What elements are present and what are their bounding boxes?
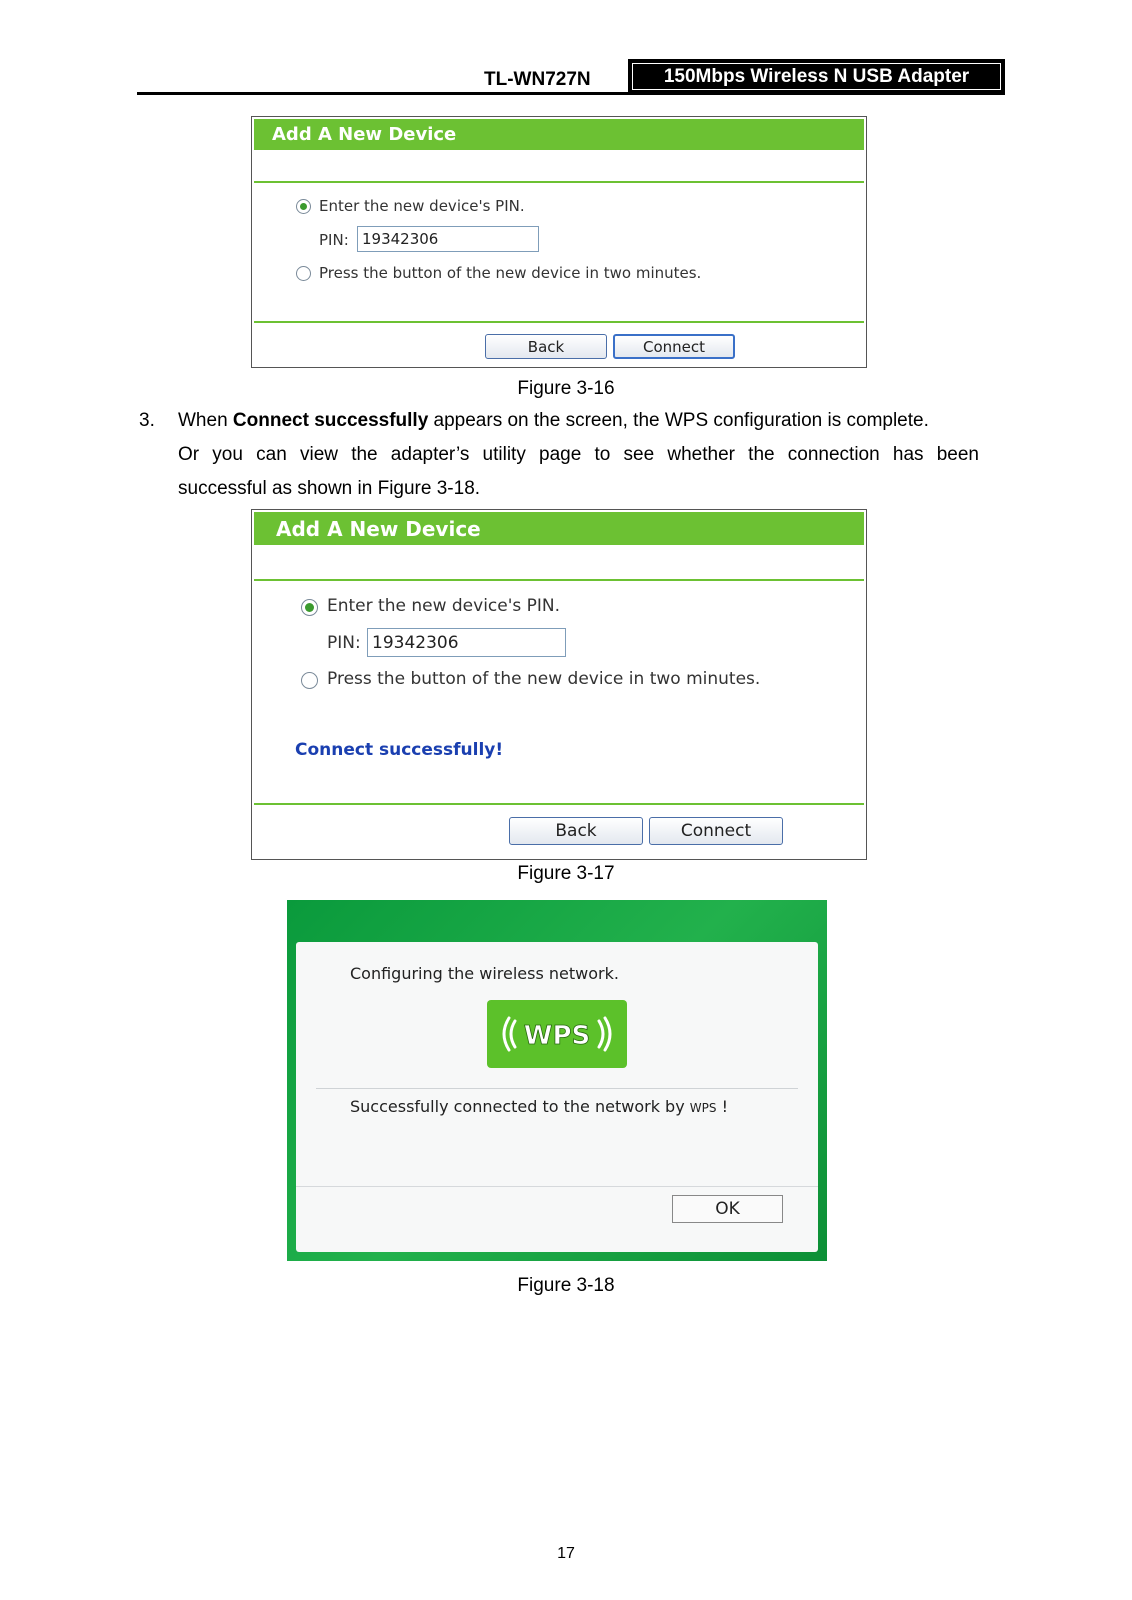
header-product-box — [628, 59, 1005, 94]
push-button-option-label: Press the button of the new device in two minutes. — [319, 264, 702, 282]
push-button-radio[interactable] — [301, 672, 318, 689]
pin-input[interactable]: 19342306 — [367, 628, 566, 657]
connect-button[interactable]: Connect — [649, 817, 783, 845]
page-number: 17 — [557, 1545, 575, 1562]
wps-dialog — [287, 900, 827, 1261]
step-number: 3. — [139, 410, 155, 431]
add-device-panel-16 — [251, 116, 867, 368]
connect-status: Connect successfully! — [295, 740, 504, 760]
header-product: 150Mbps Wireless N USB Adapter — [632, 63, 1001, 90]
pin-option-label: Enter the new device's PIN. — [327, 596, 561, 616]
pin-option-label: Enter the new device's PIN. — [319, 197, 525, 215]
divider — [254, 579, 864, 581]
wps-logo — [487, 1000, 627, 1068]
figure-caption: Figure 3-17 — [517, 863, 615, 884]
pin-radio[interactable] — [296, 199, 311, 214]
step-bold-phrase: Connect successfully — [232, 410, 429, 431]
separator — [316, 1088, 798, 1089]
wps-dialog-body — [296, 942, 818, 1252]
figure-caption: Figure 3-18 — [517, 1275, 615, 1296]
panel-title: Add A New Device — [254, 512, 864, 545]
divider — [254, 803, 864, 805]
step-line-3: successful as shown in Figure 3-18. — [178, 478, 481, 499]
configuring-text: Configuring the wireless network. — [350, 964, 619, 983]
header-model: TL-WN727N — [484, 69, 591, 90]
divider — [254, 321, 864, 323]
push-button-radio[interactable] — [296, 266, 311, 281]
wps-small: WPS — [689, 1101, 717, 1115]
success-text: Successfully connected to the network by WPS ! — [350, 1097, 728, 1116]
wps-icon — [495, 1008, 619, 1060]
back-button[interactable]: Back — [509, 817, 643, 845]
pin-input[interactable]: 19342306 — [357, 226, 539, 252]
connect-button[interactable]: Connect — [613, 334, 735, 359]
pin-label: PIN: — [327, 633, 361, 653]
step-line-2: Or you can view the adapter’s utility page to see whether the connection has been — [178, 444, 979, 465]
push-button-option-label: Press the button of the new device in two minutes. — [327, 669, 761, 689]
panel-title: Add A New Device — [254, 119, 864, 150]
divider — [254, 181, 864, 183]
ok-button[interactable]: OK — [672, 1195, 783, 1223]
pin-radio[interactable] — [301, 599, 318, 616]
step-line-1: When Connect successfully appears on the screen, the WPS configuration is complete. — [178, 410, 929, 431]
pin-label: PIN: — [319, 231, 349, 249]
back-button[interactable]: Back — [485, 334, 607, 359]
footer-separator — [296, 1186, 818, 1187]
figure-caption: Figure 3-16 — [517, 378, 615, 399]
add-device-panel-17 — [251, 509, 867, 860]
svg-text:WPS: WPS — [523, 1021, 591, 1051]
